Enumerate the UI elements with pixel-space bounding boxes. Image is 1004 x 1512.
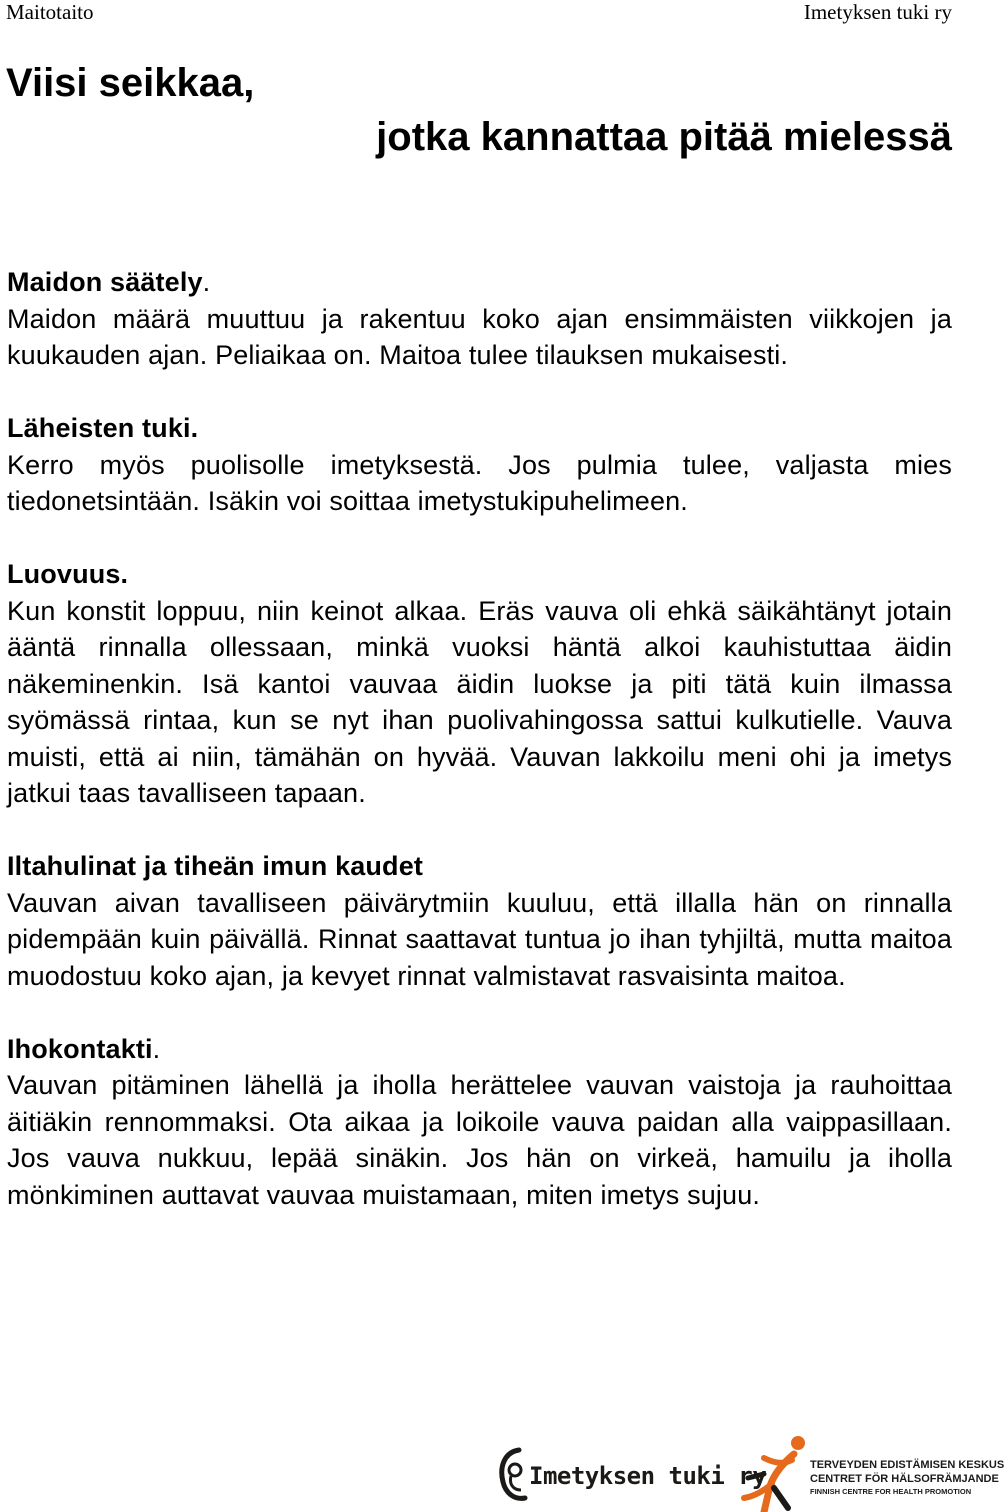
page-title — [6, 56, 952, 164]
section-iltahulinat — [7, 848, 952, 994]
section-body: Kerro myös puolisolle imetyksestä. Jos pulmia tulee, valjasta mies tiedonetsintään. Isäkin voi soittaa imetystukipuhelimeen. — [7, 449, 952, 516]
page-title-line-1: Viisi seikkaa, — [6, 61, 255, 105]
section-heading: Luovuus. — [7, 559, 129, 589]
health-promotion-figure-icon — [734, 1434, 808, 1512]
section-ihokontakti — [7, 1031, 952, 1214]
section-maidon-saately — [7, 264, 952, 374]
section-body: Vauvan pitäminen lähellä ja iholla herättelee vauvan vaistoja ja rauhoittaa äitiäkin rennommaksi. Ota aikaa ja loikoile vauva paidan alla vaippasillaan. Jos vauva nukkuu, lepää sinäkin. Jos hän on virkeä, hamuilu ja iholla mönkiminen auttavat vauvaa muistamaan, miten imetys sujuu. — [7, 1070, 952, 1210]
footer-logos — [0, 1430, 1004, 1512]
imetyksen-tuki-logo-text: Imetyksen tuki ry — [529, 1462, 767, 1490]
tekes-logo-line-fi: TERVEYDEN EDISTÄMISEN KESKUS — [810, 1459, 1004, 1471]
section-body: Vauvan aivan tavalliseen päivärytmiin kuuluu, että illalla hän on rinnalla pidempään kuin päivällä. Rinnat saattavat tuntua jo ihan tyhjiltä, mutta maitoa muodostuu koko ajan, ja kevyet rinnat valmistavat rasvaisinta maitoa. — [7, 887, 952, 991]
tekes-logo — [734, 1434, 1004, 1512]
section-heading: Maidon säätely. — [7, 267, 211, 297]
header-right-text: Imetyksen tuki ry — [803, 0, 952, 24]
section-body: Maidon määrä muuttuu ja rakentuu koko ajan ensimmäisten viikkojen ja kuukauden ajan. Peliaikaa on. Maitoa tulee tilauksen mukaisesti. — [7, 303, 952, 370]
page-title-line-2: jotka kannattaa pitää mielessä — [376, 115, 952, 159]
page-header — [0, 0, 960, 28]
mother-child-icon — [497, 1446, 531, 1502]
section-heading: Läheisten tuki. — [7, 413, 199, 443]
tekes-logo-line-en: FINNISH CENTRE FOR HEALTH PROMOTION — [810, 1487, 972, 1496]
imetyksen-tuki-logo — [497, 1446, 767, 1502]
section-luovuus — [7, 556, 952, 812]
section-body: Kun konstit loppuu, niin keinot alkaa. Eräs vauva oli ehkä säikähtänyt jotain ääntä rinnalla ollessaan, minkä vuoksi häntä alkoi kauhistuttaa äidin näkeminenkin. Isä kantoi vauvaa äidin luokse ja piti tätä kuin ilmassa syömässä rintaa, kun se nyt ihan puolivahingossa sattui kulkutielle. Vauva muisti, että ai niin, tämähän on hyvää. Vauvan lakkoilu meni ohi ja imetys jatkui taas tavalliseen tapaan. — [7, 595, 952, 808]
section-heading: Ihokontakti. — [7, 1033, 161, 1064]
section-heading: Iltahulinat ja tiheän imun kaudet — [7, 851, 424, 881]
content — [7, 264, 952, 1250]
tekes-logo-line-sv: CENTRET FÖR HÄLSOFRÄMJANDE — [810, 1473, 999, 1485]
section-laheisten-tuki — [7, 410, 952, 520]
header-left-text: Maitotaito — [6, 0, 94, 24]
tekes-logo-text — [810, 1458, 1004, 1498]
